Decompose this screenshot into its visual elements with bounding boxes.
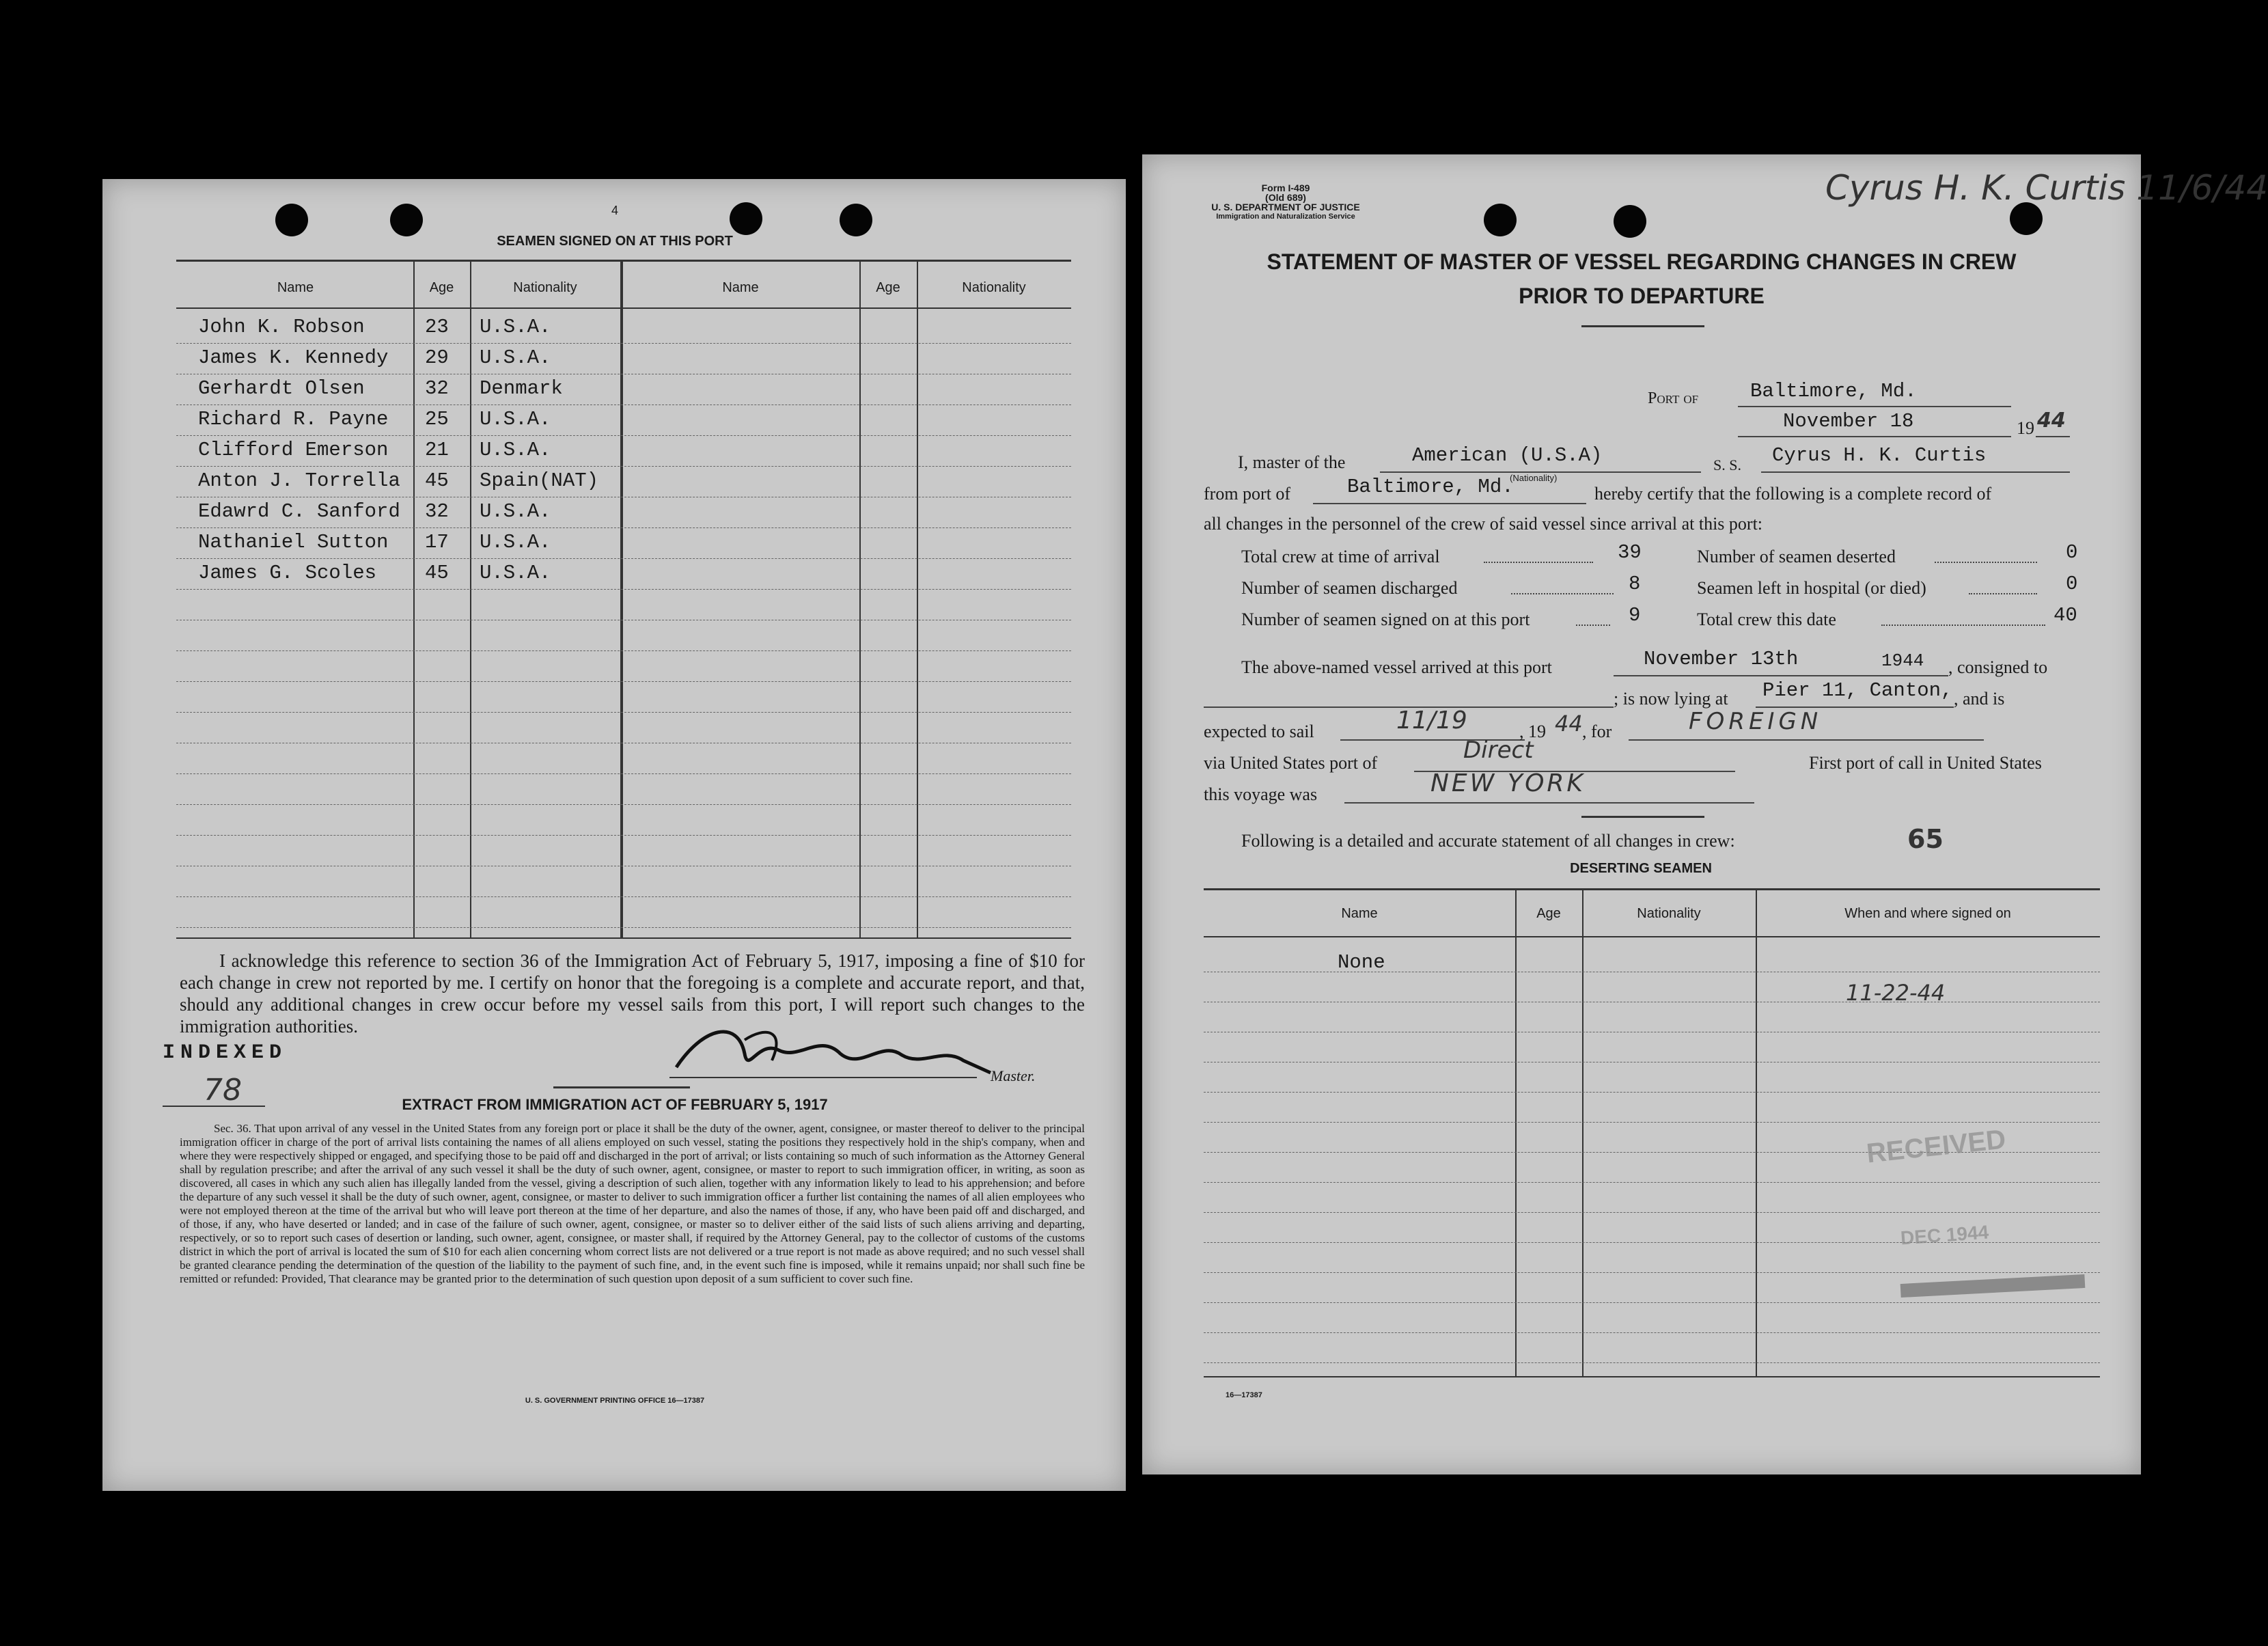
row-line [1204,1302,2100,1303]
row-nationality: U.S.A. [480,500,551,523]
table-rule [176,937,1071,939]
table-rule [176,307,1071,309]
stat-label-arrival: Total crew at time of arrival [1241,547,1440,566]
dot-leader [1969,593,2037,594]
row-line [176,466,1071,467]
stat-value-signed-on: 9 [1629,604,1641,627]
row-nationality: U.S.A. [480,346,551,369]
table-rule [470,260,471,937]
printing-office: U. S. GOVERNMENT PRINTING OFFICE 16—17387 [525,1397,705,1405]
indexed-stamp: INDEXED [163,1041,288,1065]
dot-leader [1881,625,2045,626]
row-name: Richard R. Payne [198,408,389,430]
divider [1581,816,1704,818]
table-rule [1204,888,2100,890]
voyage-value: NEW YORK [1430,769,1586,797]
extract-text: Sec. 36. That upon arrival of any vessel in the United States from any foreign port or place it shall be the duty of the owner, agent, consignee, or master thereof to deliver to the principal immigration officer in charge of the port of arrival lists containing the names of all aliens employed on such vessel, stating the positions they respectively hold in the ship's company, when and where they were respectively shipped or engaged, and specifying those to be paid off and discharged in the port of arrival; or lists containing so much of such information as the Attorney General shall by regulation prescribe; and after the arrival of any such vessel it shall be the duty of such owner, agent, consignee, or master to report to such immigration officer, in writing, as soon as discovered, all cases in which any such alien has illegally landed from the vessel, giving a description of such alien, together with any information likely to lead to his apprehension; and before the departure of any such vessel it shall be the duty of such owner, agent, consignee, or master to deliver to such immigration officer a further list containing the names of all alien employees who were not employed thereon at the time of the arrival but who will leave port thereon at the time of her departure, and also the names of those, if any, who have been paid off and discharged, and of those, if any, who have deserted or landed; and in case of the failure of such owner, agent, consignee, or master so to deliver either of the said lists of such aliens arriving and departing, respectively, or so to report such cases of desertion or landing, such owner, agent, consignee, or master shall, if required by the Attorney General, pay to the collector of customs of the customs district in which the port of arrival is located the sum of $10 for each alien concerning whom correct lists are not delivered or a true report is not made as above required; and no such vessel shall be granted clearance pending the determination of the question of the liability to the payment of such fine, and, in the event such fine is imposed, while it remains unpaid; nor shall such fine be remitted or refunded: Provided, That clearance may be granted prior to the determination of such question upon deposit of a sum sufficient to cover such fine. [180,1122,1085,1285]
consigned-label: , consigned to [1948,657,2048,677]
row-name: Edawrd C. Sanford [198,500,400,523]
stat-value-hospital: 0 [2066,573,2078,595]
row-name: Nathaniel Sutton [198,531,389,553]
from-port-value: Baltimore, Md. [1347,476,1514,498]
dot-leader [1484,562,1593,563]
row-age: 32 [425,500,449,523]
arrived-label: The above-named vessel arrived at this port [1241,657,1552,677]
stat-label-total: Total crew this date [1697,609,1836,629]
stat-label-signed-on: Number of seamen signed on at this port [1241,609,1530,629]
form-old-number: (Old 689) [1265,192,1306,203]
punch-hole [840,204,872,236]
stamp-smudge [1900,1274,2086,1298]
row-age: 32 [425,377,449,400]
row-name: James G. Scoles [198,562,377,584]
left-page [102,179,1126,1491]
col-header-age: Age [876,280,900,295]
port-label: Port of [1648,389,1699,407]
mark-underline [163,1106,265,1107]
row-age: 45 [425,469,449,492]
form-title [1142,245,2141,313]
sail-year: 44 [1555,711,1583,737]
right-page [1142,154,2268,1474]
row-line [176,558,1071,559]
form-header [1183,183,1388,221]
stat-value-total: 40 [2053,604,2077,627]
handwritten-header: Cyrus H. K. Curtis 11/6/44 [1825,168,2268,208]
year-prefix: 19 [2017,418,2034,438]
lying-label: ; is now lying at [1614,689,1728,709]
dot-leader [1511,593,1614,594]
service: Immigration and Naturalization Service [1216,212,1355,221]
divider [1581,325,1704,327]
row-line [176,835,1071,836]
port-line [1738,406,2011,407]
row-line [176,681,1071,682]
punch-hole [390,204,423,236]
department: U. S. DEPARTMENT OF JUSTICE [1211,202,1360,212]
following-label: Following is a detailed and accurate statement of all changes in crew: [1241,831,1735,851]
row-nationality: U.S.A. [480,439,551,461]
dot-leader [1935,562,2037,563]
sail-date: 11/19 [1396,707,1467,735]
title-line-2: PRIOR TO DEPARTURE [1519,284,1765,308]
expected-label: expected to sail [1204,722,1314,741]
form-number: Form I-489 [1261,182,1310,193]
stat-label-discharged: Number of seamen discharged [1241,578,1458,598]
row-line [176,650,1071,651]
master-signature [663,1013,1004,1088]
table-title: SEAMEN SIGNED ON AT THIS PORT [497,234,733,249]
changes-text: all changes in the personnel of the crew of said vessel since arrival at this port: [1204,514,1763,534]
arrived-value: November 13th [1644,648,1799,670]
arrived-line [1614,675,1948,676]
ship-name: Cyrus H. K. Curtis [1772,444,1987,467]
row-nationality: Spain(NAT) [480,469,599,492]
row-age: 29 [425,346,449,369]
master-label: Master. [991,1067,1036,1084]
year-line [2036,436,2070,437]
table-rule [413,260,415,937]
col-header-name: Name [1341,906,1378,921]
table-rule [917,260,918,937]
from-port-line [1313,503,1586,504]
date-stamp: DEC 1944 [1900,1221,1990,1249]
col-header-age: Age [1536,906,1561,921]
row-line [1204,1272,2100,1273]
date-line [1738,436,2011,437]
row-age: 21 [425,439,449,461]
row-line [176,435,1071,436]
row-line [176,712,1071,713]
sail-year-prefix: , 19 [1519,722,1546,741]
row-line [1204,1332,2100,1333]
stat-label-deserted: Number of seamen deserted [1697,547,1896,566]
ss-label: S. S. [1713,456,1741,474]
deserting-date: 11-22-44 [1846,980,1946,1006]
table-rule [859,260,861,937]
destination-value: FOREIGN [1689,708,1823,735]
col-header-name: Name [722,280,759,295]
col-header-nationality: Nationality [962,280,1026,295]
row-name: James K. Kennedy [198,346,389,369]
voyage-label: this voyage was [1204,784,1318,804]
handwritten-number: 65 [1907,824,1944,854]
form-footer: 16—17387 [1226,1391,1262,1399]
port-value: Baltimore, Md. [1750,380,1917,402]
col-header-age: Age [429,280,454,295]
row-line [1204,1092,2100,1093]
acknowledgement-text: I acknowledge this reference to section 36 of the Immigration Act of February 5, 1917, imposing a fine of $10 for each change in crew not reported by me. I certify on honor that the foregoing is a complete and accurate report, and that, should any additional changes in crew occur before my vessel sails from this port, I will report such changes to the immigration authorities. [180,950,1085,1037]
divider [553,1086,690,1088]
stat-value-arrival: 39 [1618,541,1642,564]
master-of-label: I, master of the [1238,452,1346,472]
row-line [176,927,1071,928]
for-label: , for [1582,722,1612,741]
row-age: 17 [425,531,449,553]
punch-hole [275,204,308,236]
row-line [176,896,1071,897]
punch-hole [1614,205,1646,238]
deserting-name: None [1338,951,1385,974]
date-value: November 18 [1783,410,1914,433]
nationality-caption: (Nationality) [1510,473,1558,483]
row-line [1204,1212,2100,1213]
row-nationality: U.S.A. [480,316,551,338]
voyage-line [1344,802,1754,804]
table-rule [1204,1376,2100,1377]
row-nationality: U.S.A. [480,531,551,553]
row-line [176,404,1071,405]
table-rule [1204,936,2100,937]
table-rule [176,260,1071,262]
row-line [176,527,1071,528]
row-name: Anton J. Torrella [198,469,400,492]
dot-leader [1576,625,1610,626]
row-nationality: Denmark [480,377,563,400]
stat-value-deserted: 0 [2066,541,2078,564]
via-label: via United States port of [1204,753,1378,773]
extract-title: EXTRACT FROM IMMIGRATION ACT OF FEBRUARY 5, 1917 [402,1096,828,1113]
handwritten-mark: 78 [204,1073,242,1108]
row-age: 23 [425,316,449,338]
col-header-nationality: Nationality [1637,906,1701,921]
via-value: Direct [1463,737,1534,764]
year-suffix: 44 [2037,409,2066,433]
col-header-signed-on: When and where signed on [1844,906,2011,921]
ship-name-line [1761,471,2070,473]
col-header-name: Name [277,280,314,295]
row-age: 25 [425,408,449,430]
row-name: Gerhardt Olsen [198,377,365,400]
row-line [176,589,1071,590]
row-name: John K. Robson [198,316,365,338]
destination-line [1629,739,1984,741]
row-line [176,804,1071,805]
row-name: Clifford Emerson [198,439,389,461]
row-line [1204,1122,2100,1123]
punch-hole [1484,204,1517,236]
received-stamp: RECEIVED [1865,1124,2008,1169]
table-rule [620,260,623,937]
stat-label-hospital: Seamen left in hospital (or died) [1697,578,1926,598]
certify-text: hereby certify that the following is a complete record of [1594,484,1992,504]
row-line [1204,1182,2100,1183]
row-line [176,773,1071,774]
punch-hole [730,202,762,235]
page-number: 4 [611,204,618,217]
title-line-1: STATEMENT OF MASTER OF VESSEL REGARDING CHANGES IN CREW [1267,249,2017,274]
deserting-title: DESERTING SEAMEN [1570,861,1712,876]
from-port-label: from port of [1204,484,1291,504]
row-nationality: U.S.A. [480,408,551,430]
row-nationality: U.S.A. [480,562,551,584]
first-port-label: First port of call in United States [1809,753,2042,773]
arrived-year: 1944 [1881,650,1924,671]
and-is-label: , and is [1954,689,2005,709]
row-line [176,343,1071,344]
row-line [1204,1362,2100,1363]
lying-value: Pier 11, Canton, [1762,679,1953,702]
stat-value-discharged: 8 [1629,573,1641,595]
row-age: 45 [425,562,449,584]
nationality-value: American (U.S.A) [1412,444,1603,467]
col-header-nationality: Nationality [513,280,577,295]
